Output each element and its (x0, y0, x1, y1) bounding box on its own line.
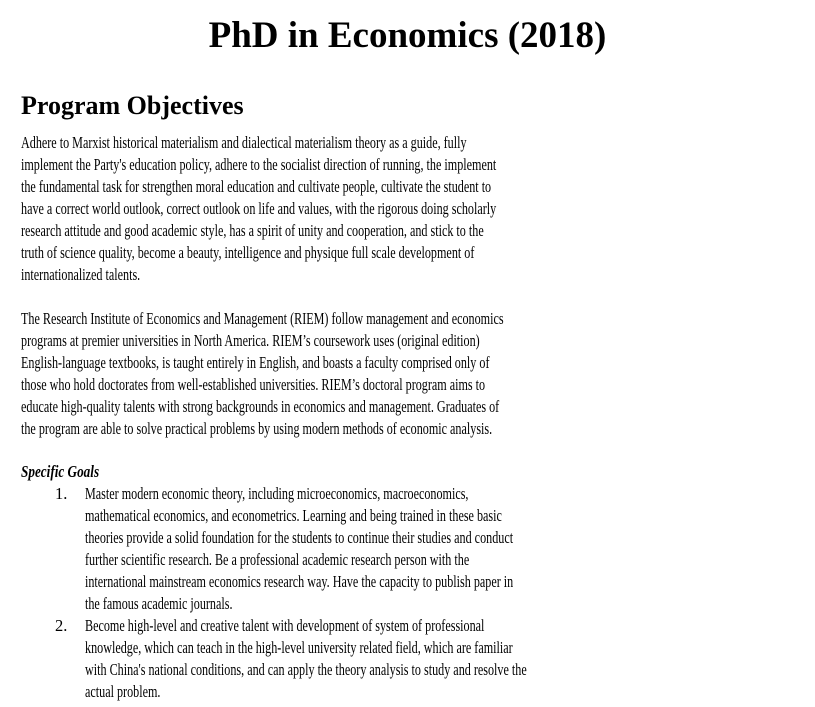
text-line: the program are able to solve practical problems by using modern methods of economic analysis. (21, 419, 493, 438)
goal-text (85, 615, 686, 703)
specific-goals-heading: Specific Goals (21, 462, 100, 481)
text-line: those who hold doctorates from well-established universities. RIEM’s doctoral program aims to (21, 375, 486, 394)
text-line: Master modern economic theory, including microeconomics, macroeconomics, (85, 484, 469, 503)
text-line: theories provide a solid foundation for the students to continue their studies and conduct (85, 528, 514, 547)
text-line: have a correct world outlook, correct outlook on life and values, with the rigorous doing scholarly (21, 199, 497, 218)
goal-text (85, 483, 668, 615)
text-line: with China's national conditions, and can apply the theory analysis to study and resolve the (85, 660, 527, 679)
text-line: educate high-quality talents with strong backgrounds in economics and management. Graduates of (21, 397, 500, 416)
section-heading: Program Objectives (21, 91, 244, 120)
page-title: PhD in Economics (2018) (208, 15, 607, 56)
list-number: 2. (55, 616, 68, 635)
text-line: actual problem. (85, 682, 161, 701)
text-line: knowledge, which can teach in the high-level university related field, which are familiar (85, 638, 513, 657)
text-line: The Research Institute of Economics and Management (RIEM) follow management and economics (21, 309, 504, 328)
text-line: implement the Party's education policy, adhere to the socialist direction of running, the implement (21, 155, 497, 174)
objectives-paragraph-2 (21, 308, 678, 440)
text-line: the fundamental task for strengthen moral education and cultivate people, cultivate the student to (21, 177, 492, 196)
text-line: English-language textbooks, is taught entirely in English, and boasts a faculty comprised only of (21, 353, 490, 372)
objectives-paragraph-1 (21, 132, 668, 286)
text-line: further scientific research. Be a professional academic research person with the (85, 550, 470, 569)
text-line: Become high-level and creative talent with development of system of professional (85, 616, 485, 635)
list-number: 1. (55, 484, 68, 503)
text-line: international mainstream economics research way. Have the capacity to publish paper in (85, 572, 514, 591)
text-line: mathematical economics, and econometrics. Learning and being trained in these basic (85, 506, 502, 525)
text-line: research attitude and good academic style, has a spirit of unity and cooperation, and stick to the (21, 221, 484, 240)
text-line: programs at premier universities in North America. RIEM’s coursework uses (original edition) (21, 331, 480, 350)
text-line: internationalized talents. (21, 265, 141, 284)
text-line: the famous academic journals. (85, 594, 233, 613)
text-line: truth of science quality, become a beauty, intelligence and physique full scale development of (21, 243, 475, 262)
text-line: Adhere to Marxist historical materialism and dialectical materialism theory as a guide, fully (21, 133, 467, 152)
